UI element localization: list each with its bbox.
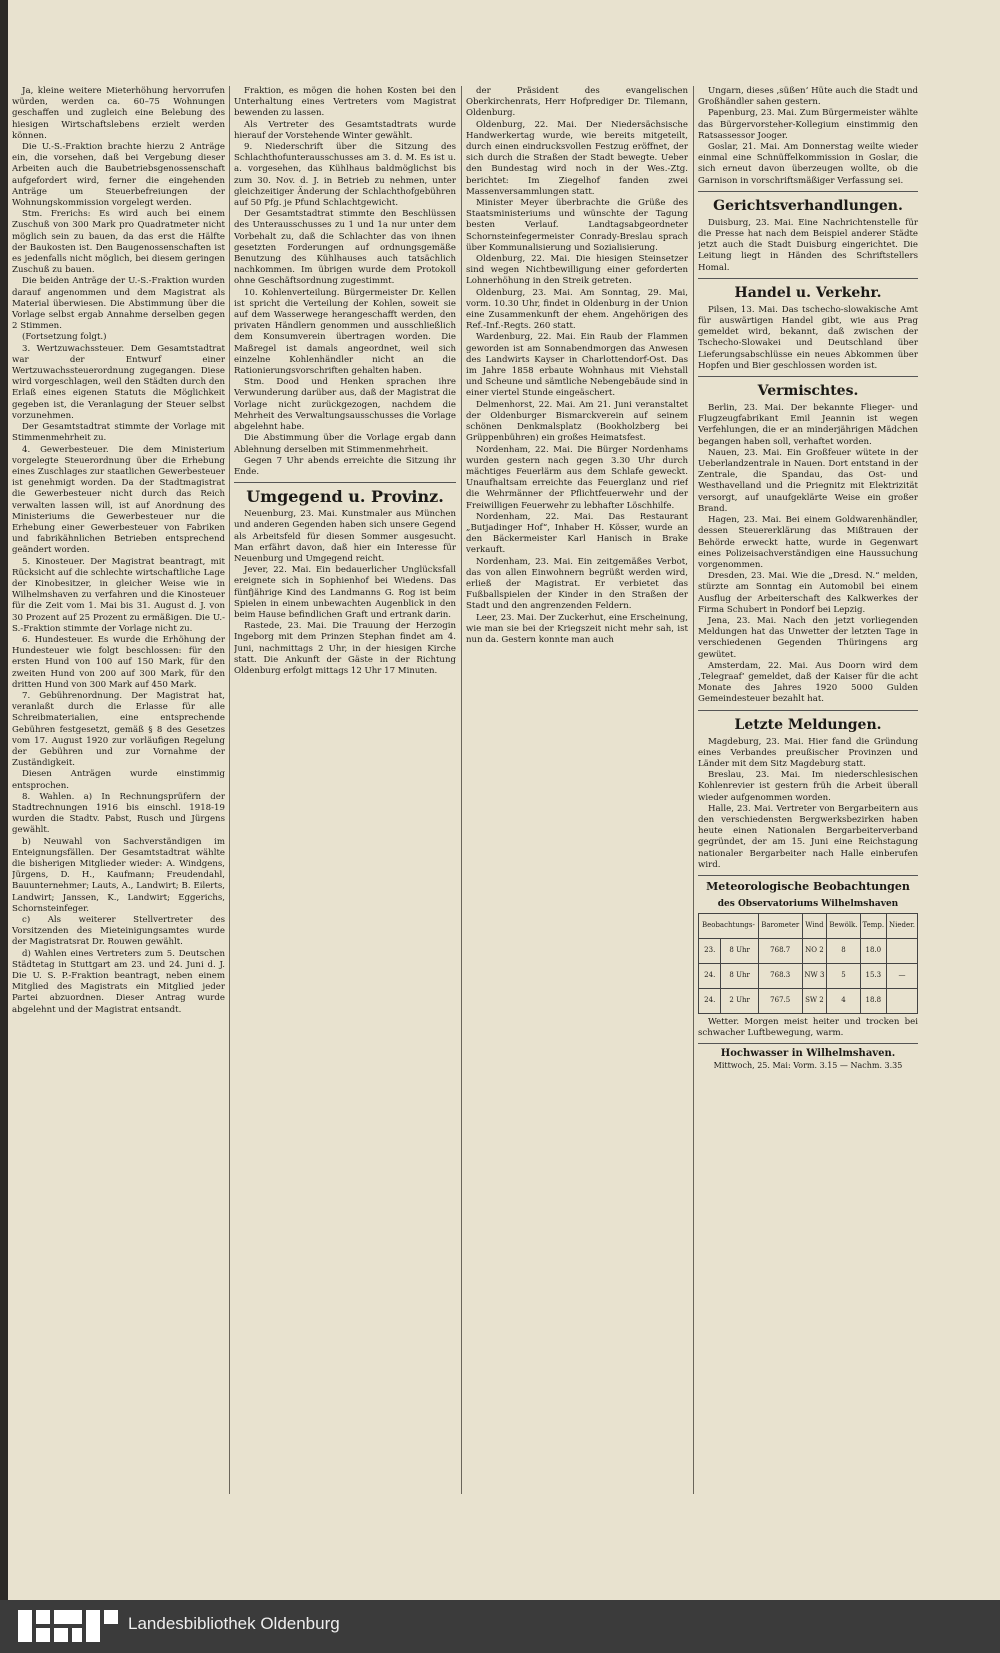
- article-paragraph: Delmenhorst, 22. Mai. Am 21. Juni veranstaltet der Oldenburger Bismarckverein auf seinem schönen Denkmalsplatz (Bookholzberg bei Grüppenbühren) ein großes Heimatsfest.: [466, 399, 688, 444]
- heading-vermischtes: Vermischtes.: [757, 383, 859, 400]
- meteo-cell: 15.3: [860, 963, 886, 988]
- article-paragraph: Duisburg, 23. Mai. Eine Nachrichtenstelle für die Presse hat nach dem Beispiel anderer Städte jetzt auch die Stadt Duisburg eingerichtet. Die Leitung liegt in Händen des Schriftstellers Homal.: [698, 217, 918, 273]
- article-paragraph: d) Wahlen eines Vertreters zum 5. Deutschen Städtetag in Stuttgart am 23. und 24. Juni d. J. Die U. S. P.-Fraktion beantragt, neben einem Mitglied des Magistrats ein Mitglied jeder Partei abzuordnen. Dieser Antrag wurde abgelehnt und der Magistrat entsandt.: [12, 948, 225, 1015]
- article-paragraph: Die Abstimmung über die Vorlage ergab dann Ablehnung derselben mit Stimmenmehrheit.: [234, 433, 456, 455]
- meteo-cell: 24.: [699, 988, 721, 1013]
- article-paragraph: Fraktion, es mögen die hohen Kosten bei den Unterhaltung eines Vertreters vom Magistrat bewenden zu lassen.: [234, 86, 456, 119]
- article-paragraph: 4. Gewerbesteuer. Die dem Ministerium vorgelegte Steuerordnung über die Erhebung eines Zuschlages zur staatlichen Gewerbesteuer ist genehmigt worden. Da der Stadtmagistrat die Gewerbesteuer nicht durch das Reich verwalten lassen will, ist auf Anordnung des Ministeriums die Gewerbesteuer nur die Erhebung einer Gewerbesteuer von Fabriken und fabrikähnlichen Betrieben entsprechend geändert worden.: [12, 444, 225, 556]
- article-paragraph: 7. Gebührenordnung. Der Magistrat hat, veranlaßt durch die Erlasse für alle Schreibmaterialien, eine entsprechende Gebühren festgesetzt, gemäß § 8 des Gesetzes vom 17. August 1920 zur vorläufigen Regelung der Gebühren und zur Vornahme der Zuständigkeit.: [12, 690, 225, 769]
- article-paragraph: 5. Kinosteuer. Der Magistrat beantragt, mit Rücksicht auf die schlechte wirtschaftliche Lage der Kinobesitzer, in gleicher Weise wie in Wilhelmshaven zu verfahren und die Kinosteuer für die Zeit vom 1. Mai bis 31. August d. J. von 30 Prozent auf 25 Prozent zu ermäßigen. Die U.-S.-Fraktion stimmte der Vorlage nicht zu.: [12, 556, 225, 634]
- scan-edge: [0, 0, 8, 1600]
- article-paragraph: b) Neuwahl von Sachverständigen im Enteignungsfällen. Der Gesamtstadtrat wählte die bisherigen Mitglieder wieder: A. Windgens, Jürgens, D. H., Kaufmann; Freudendahl, Bauunternehmer; Lauts, A., Landwirt; B. Eilerts, Landwirt; Janssen, K., Landwirt; Eggerichs, Schornsteinfeger.: [12, 836, 225, 914]
- article-paragraph: Goslar, 21. Mai. Am Donnerstag weilte wieder einmal eine Schnüffelkommission in Goslar, die sich erneut davon überzeugen wollte, ob die Garnison in vorschriftsmäßiger Verfassung sei.: [698, 142, 918, 186]
- article-paragraph: Diesen Anträgen wurde einstimmig entsprochen.: [12, 769, 225, 791]
- article-paragraph: Nordenham, 22. Mai. Die Bürger Nordenhams wurden gestern nach gegen 3.30 Uhr durch mächtiges Feuerlärm aus dem Schlafe geweckt. Unaufhaltsam erreichte das Feuerglanz und rief die Wehrmänner der Pflichtfeuerwehr und der Freiwilligen Feuerwehr zu lebhafter Löschhilfe.: [466, 444, 688, 511]
- meteo-cell: 18.0: [860, 938, 886, 963]
- article-paragraph: Oldenburg, 22. Mai. Die hiesigen Steinsetzer sind wegen Nichtbewilligung einer geforderten Lohnerhöhung in den Streik getreten.: [466, 254, 688, 287]
- meteo-header-cell: Wind: [802, 913, 827, 938]
- hochwasser-label: Hochwasser in Wilhelmshaven.: [720, 1048, 896, 1060]
- hochwasser-detail: Mittwoch, 25. Mai: Vorm. 3.15 — Nachm. 3.35: [713, 1060, 903, 1070]
- meteo-row: [699, 988, 918, 1013]
- article-paragraph: Dresden, 23. Mai. Wie die „Dresd. N.“ melden, stürzte am Sonntag ein Automobil bei einem Ausflug der Arbeiterschaft des Kalkwerkes der Firma Schubert in Pondorf bei Lepzig.: [698, 571, 918, 615]
- article-paragraph: Halle, 23. Mai. Vertreter von Bergarbeitern aus den verschiedensten Bergwerksbezirken haben heute einen Nationalen Bergarbeiterverband gegründet, der am 15. Juni eine Reichstagung nationaler Bergarbeiter nach Halle einberufen wird.: [698, 803, 918, 870]
- article-paragraph: Stm. Frerichs: Es wird auch bei einem Zuschuß von 300 Mark pro Quadratmeter nicht möglich sein zu bauen, da das erst die Hälfte der Baukosten ist. Den Baugenossenschaften ist es jedenfalls nicht möglich, bei diesem geringen Zuschuß zu bauen.: [12, 209, 225, 276]
- heading-gericht: Gerichtsverhandlungen.: [713, 197, 903, 214]
- article-paragraph: Hagen, 23. Mai. Bei einem Goldwarenhändler, dessen Steuererklärung das Mißtrauen der Behörde erweckt hatte, wurde in Gegenwart eines Polizeisachverständigen eine Haussuchung vorgenommen.: [698, 515, 918, 570]
- meteo-cell: 768.7: [758, 938, 802, 963]
- article-paragraph: Ungarn, dieses ‚süßen‘ Hüte auch die Stadt und Großhändler sahen gestern.: [698, 86, 918, 108]
- column-rule: [229, 86, 230, 1494]
- article-paragraph: 8. Wahlen. a) In Rechnungsprüfern der Stadtrechnungen 1916 bis einschl. 1918-19 wurden die Stadtv. Pabst, Rusch und Jürgens gewählt.: [12, 791, 225, 836]
- article-paragraph: Wardenburg, 22. Mai. Ein Raub der Flammen geworden ist am Sonnabendmorgen das Anwesen des Landwirts Kayser in Charlottendorf-Ost. Das im Jahre 1858 erbaute Wohnhaus mit Viehstall und Scheune und sämtliche Nebengebäude sind in einer viertel Stunde eingeäschert.: [466, 332, 688, 399]
- meteo-cell: NW 3: [802, 963, 827, 988]
- meteo-cell: 2 Uhr: [721, 988, 758, 1013]
- article-paragraph: 9. Niederschrift über die Sitzung des Schlachthofunterausschusses am 3. d. M. Es ist u. a. vorgesehen, das Kühlhaus baldmöglichst bis zum 30. Nov. d. J. in Betrieb zu nehmen, unter gleichzeitiger Änderung der Schlachthofgebühren auf 50 Pfg. je Pfund Schlachtgewicht.: [234, 142, 456, 209]
- article-paragraph: Oldenburg, 22. Mai. Der Niedersächsische Handwerkertag wurde, wie bereits mitgeteilt, durch einen eindrucksvollen Festzug eröffnet, der sich durch die Straßen der Stadt bewegte. Ueber den Bundestag wird noch in der Wes.-Ztg. berichtet: Im Ziegelhof fanden zwei Massenversammlungen statt.: [466, 119, 688, 197]
- heading-umgegend: Umgegend u. Provinz.: [246, 487, 444, 507]
- meteo-cell: SW 2: [802, 988, 827, 1013]
- article-paragraph: Rastede, 23. Mai. Die Trauung der Herzogin Ingeborg mit dem Prinzen Stephan findet am 4. Juni, nachmittags 2 Uhr, in der hiesigen Kirche statt. Die Ankunft der Gäste in der Richtung Oldenburg erfolgt mittags 12 Uhr 17 Minuten.: [234, 621, 456, 676]
- article-paragraph: Breslau, 23. Mai. Im niederschlesischen Kohlenrevier ist gestern früh die Arbeit überall wieder aufgenommen worden.: [698, 770, 918, 803]
- meteo-cell: 8: [827, 938, 860, 963]
- meteo-cell: [886, 938, 917, 963]
- meteo-row: [699, 963, 918, 988]
- meteo-cell: 767.5: [758, 988, 802, 1013]
- heading-letzte: Letzte Meldungen.: [734, 716, 882, 733]
- article-paragraph: der Präsident des evangelischen Oberkirchenrats, Herr Hofprediger Dr. Tilemann, Oldenburg.: [466, 86, 688, 119]
- meteo-cell: 4: [827, 988, 860, 1013]
- meteo-row: [699, 938, 918, 963]
- column-rule: [461, 86, 462, 1494]
- article-paragraph: Ja, kleine weitere Mieterhöhung hervorrufen würden, werden ca. 60–75 Wohnungen geschaffen und zugleich eine Belebung des hiesigen Wirtschaftslebens erzielt werden können.: [12, 86, 225, 141]
- article-paragraph: c) Als weiterer Stellvertreter des Vorsitzenden des Mieteinigungsamtes wurde der Magistratsrat Dr. Rouwen gewählt.: [12, 915, 225, 948]
- article-paragraph: Magdeburg, 23. Mai. Hier fand die Gründung eines Verbandes preußischer Provinzen und Länder mit dem Sitz Magdeburg statt.: [698, 736, 918, 769]
- meteo-note: Wetter. Morgen meist heiter und trocken bei schwacher Luftbewegung, warm.: [698, 1016, 918, 1039]
- article-paragraph: Neuenburg, 23. Mai. Kunstmaler aus München und anderen Gegenden haben sich unsere Gegend als Arbeitsfeld für diesen Sommer ausgesucht. Man erfährt davon, daß hier ein Interesse für Neuenburg und Umgegend reicht.: [234, 509, 456, 564]
- meteo-header-cell: Temp.: [860, 913, 886, 938]
- article-paragraph: (Fortsetzung folgt.): [22, 332, 107, 343]
- article-paragraph: Stm. Dood und Henken sprachen ihre Verwunderung darüber aus, daß der Magistrat die Vorlage nicht zurückgezogen, nachdem die Mehrheit des Verwaltungsausschusses die Vorlage abgelehnt habe.: [234, 377, 456, 433]
- meteo-subheading: des Observatoriums Wilhelmshaven: [717, 898, 899, 909]
- article-paragraph: Amsterdam, 22. Mai. Aus Doorn wird dem ‚Telegraaf‘ gemeldet, daß der Kaiser für die acht Monate des Jahres 1920 5000 Gulden Gemeindesteuer bezahlt hat.: [698, 660, 918, 705]
- article-paragraph: Minister Meyer überbrachte die Grüße des Staatsministeriums und wünschte der Tagung besten Verlauf. Landtagsabgeordneter Schornsteinfegermeister Conrady-Breslau sprach über Kommunalisierung und Sozialisierung.: [466, 198, 688, 253]
- article-paragraph: Pilsen, 13. Mai. Das tschecho-slowakische Amt für auswärtigen Handel gibt, wie aus Prag gemeldet wird, bekannt, daß zwischen der Tschecho-Slowakei und Deutschland über Lieferungsabschlüsse ein neues Abkommen über Hopfen und Bier geschlossen worden ist.: [698, 304, 918, 371]
- column-1: [12, 86, 225, 1494]
- library-name: Landesbibliothek Oldenburg: [128, 1614, 340, 1633]
- article-paragraph: Gegen 7 Uhr abends erreichte die Sitzung ihr Ende.: [234, 455, 456, 477]
- meteo-cell: 18.8: [860, 988, 886, 1013]
- article-paragraph: Jena, 23. Mai. Nach den jetzt vorliegenden Meldungen hat das Unwetter der letzten Tage in verschiedenen Gegenden Thüringens arg gewütet.: [698, 615, 918, 660]
- meteo-cell: NO 2: [802, 938, 827, 963]
- article-paragraph: Berlin, 23. Mai. Der bekannte Flieger- und Flugzeugfabrikant Emil Jeannin ist wegen Verfehlungen, die er an minderjährigen Mädchen begangen haben soll, verhaftet worden.: [698, 403, 918, 447]
- article-paragraph: Der Gesamtstadtrat stimmte der Vorlage mit Stimmenmehrheit zu.: [12, 422, 225, 444]
- footer-bar: [0, 1600, 1000, 1653]
- article-paragraph: Jever, 22. Mai. Ein bedauerlicher Unglücksfall ereignete sich in Sophienhof bei Wiedens. Das fünfjährige Kind des Landmanns G. Rog ist beim Spielen in einem unbewachten Augenblick in den beim Hause befindlichen Graft und ertrank darin.: [234, 565, 456, 620]
- library-logo-icon: [18, 1610, 118, 1642]
- article-paragraph: Nordenham, 23. Mai. Ein zeitgemäßes Verbot, das von allen Einwohnern begrüßt werden wird, erließ der Magistrat. Er verbietet das Fußballspielen der Kinder in den Straßen der Stadt und den angrenzenden Feldern.: [466, 556, 688, 612]
- article-paragraph: Die beiden Anträge der U.-S.-Fraktion wurden darauf angenommen und dem Magistrat als Material überwiesen. Die Abstimmung über die Vorlage selbst ergab Annahme derselben gegen 2 Stimmen.: [12, 276, 225, 332]
- meteo-cell: 23.: [699, 938, 721, 963]
- column-4: [698, 86, 918, 1494]
- meteo-header-cell: Barometer: [758, 913, 802, 938]
- article-paragraph: Nordenham, 22. Mai. Das Restaurant „Butjadinger Hof“, Inhaber H. Kösser, wurde an den Bäckermeister Karl Hanisch in Brake verkauft.: [466, 511, 688, 556]
- article-paragraph: Papenburg, 23. Mai. Zum Bürgermeister wählte das Bürgervorsteher-Kollegium einstimmig den Ratsassessor Jooger.: [698, 108, 918, 141]
- heading-handel: Handel u. Verkehr.: [734, 284, 882, 301]
- article-paragraph: Als Vertreter des Gesamtstadtrats wurde hierauf der Vorstehende Winter gewählt.: [234, 119, 456, 141]
- meteo-cell: 8 Uhr: [721, 963, 758, 988]
- heading-meteo: Meteorologische Beobachtungen: [706, 879, 910, 893]
- column-2: [234, 86, 456, 1494]
- article-paragraph: 10. Kohlenverteilung. Bürgermeister Dr. Kellen ist spricht die Verteilung der Kohlen, soweit sie auf dem Wasserwege herangeschafft werden, den privaten Händlern genommen und ausschließlich dem Konsumverein übertragen worden. Die Maßregel ist damals angeordnet, weil sich einzelne Kohlenhändler nicht an die Rationierungsvorschriften gehalten haben.: [234, 287, 456, 377]
- article-paragraph: Oldenburg, 23. Mai. Am Sonntag, 29. Mai, vorm. 10.30 Uhr, findet in Oldenburg in der Union eine Zusammenkunft der ehem. Angehörigen des Ref.-Inf.-Regts. 260 statt.: [466, 287, 688, 332]
- meteo-cell: [886, 988, 917, 1013]
- meteo-header-cell: Beobachtungs-: [699, 913, 759, 938]
- column-3: [466, 86, 688, 1494]
- article-paragraph: 3. Wertzuwachssteuer. Dem Gesamtstadtrat war der Entwurf einer Wertzuwachssteuerordnung zugegangen. Diese wird vorgeschlagen, weil den Städten durch den Erlaß eines eigenen Statuts die Möglichkeit gegeben ist, die Veranlagung der Steuer selbst vorzunehmen.: [12, 343, 225, 421]
- meteo-cell: 5: [827, 963, 860, 988]
- meteo-cell: 8 Uhr: [721, 938, 758, 963]
- meteo-cell: 768.3: [758, 963, 802, 988]
- meteo-header-cell: Nieder.: [886, 913, 917, 938]
- article-paragraph: Leer, 23. Mai. Der Zuckerhut, eine Erscheinung, wie man sie bei der Kriegszeit nicht mehr sah, ist nun da. Gestern konnte man auch: [466, 612, 688, 645]
- article-paragraph: Nauen, 23. Mai. Ein Großfeuer wütete in der Ueberlandzentrale in Nauen. Dort entstand in der Zentrale, die Spandau, das Ost- und Westhavelland und die Priegnitz mit Elektrizität versorgt, auf unaufgeklärte Weise ein großer Brand.: [698, 447, 918, 514]
- article-paragraph: Die U.-S.-Fraktion brachte hierzu 2 Anträge ein, die vorsehen, daß bei Vergebung dieser Arbeiten auch die Baubetriebsgenossenschaft aufgefordert wird, ferner die eingehenden Anträge um Steuerbefreiungen der Wohnungskommission vorgelegt werden.: [12, 142, 225, 209]
- meteo-cell: 24.: [699, 963, 721, 988]
- article-paragraph: 6. Hundesteuer. Es wurde die Erhöhung der Hundesteuer wie folgt beschlossen: für den ersten Hund von 100 auf 150 Mark, für den zweiten Hund von 200 auf 300 Mark, für den dritten Hund von 300 Mark auf 450 Mark.: [12, 634, 225, 690]
- column-rule: [693, 86, 694, 1494]
- meteo-table: [698, 913, 918, 1014]
- meteo-header-cell: Bewölk.: [827, 913, 860, 938]
- article-paragraph: Der Gesamtstadtrat stimmte den Beschlüssen des Unterausschusses zu 1 und 1a nur unter dem Vorbehalt zu, daß die Schlachter das von ihnen gesetzten Forderungen auf ordnungsgemäße Benutzung des Kühlhauses auch tatsächlich nachkommen. Im übrigen wurde dem Protokoll ohne Geschäftsordnung zugestimmt.: [234, 209, 456, 287]
- meteo-cell: —: [886, 963, 917, 988]
